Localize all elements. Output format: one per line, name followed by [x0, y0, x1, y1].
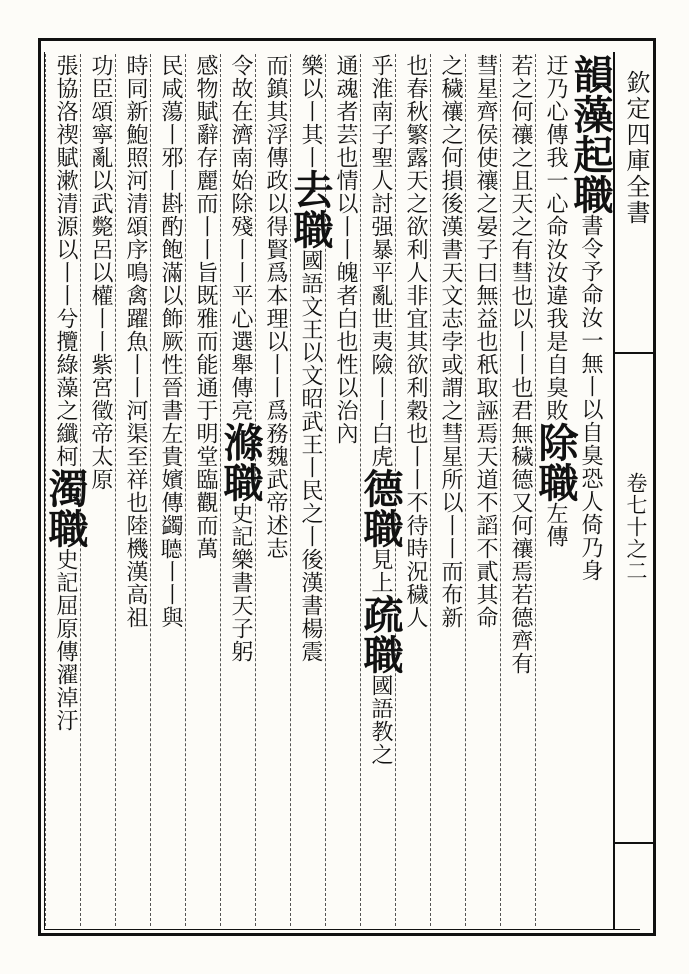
page-margin-column: [613, 52, 655, 930]
entry-text: 功臣頌寧亂以武斃呂以權丨丨紫宮徵帝太原: [88, 54, 113, 491]
text-column-9: [287, 54, 334, 926]
entry-text: 民咸蕩丨邪丨斟酌飽滿以飾厥性晉書左貴嬪傳蠲𦗟丨丨與: [158, 54, 183, 629]
entry-text: 樂以丨其丨: [298, 54, 323, 169]
text-column-4: [465, 54, 505, 926]
entry-heading: 滌職: [217, 422, 264, 502]
entry-text: 而鎮其浮傳政以得賢爲本理以丨丨爲務魏武帝述志: [263, 54, 288, 560]
entry-text: 迂乃心傳我一心命汝汝違我是自臭敗: [543, 54, 568, 422]
entry-heading: 濁職: [42, 468, 89, 548]
text-column-12: [185, 54, 225, 926]
text-column-2: [532, 54, 579, 926]
text-column-7: [357, 54, 404, 926]
entry-text: 彗星齊侯使禳之晏子曰無益也秖取誣焉天道不謟不貳其命: [473, 54, 498, 629]
book-title: 欽定四庫全書: [622, 70, 650, 226]
entry-heading: 疏職: [357, 594, 404, 674]
entry-text: 感物賦辭存麗而丨丨旨既雅而能通于明堂臨觀而萬: [193, 54, 218, 560]
entry-heading: 韻藻起職: [567, 54, 614, 214]
body-text: [42, 54, 614, 926]
entry-text: 齊有: [508, 629, 533, 675]
entry-text: 史記屈原傳濯淖汙: [53, 548, 78, 732]
entry-heading: 德職: [357, 468, 404, 548]
entry-text: 書令予命汝一無丨以自臭恐人倚乃身: [578, 214, 603, 582]
entry-text: 國語教之: [368, 674, 393, 766]
entry-text: 時同新鮑照河清頌序鳴禽躍魚丨丨河渠至祥也陸機漢高祖: [123, 54, 148, 629]
fish-tail-divider-top: [615, 352, 655, 374]
text-column-3: [500, 54, 540, 926]
entry-text: 也春秋繁露天之欲利人非宜其欲利穀也丨丨不待時況穢人: [403, 54, 428, 629]
entry-text: 令故在濟南始除殘丨丨平心選舉傳亮: [228, 54, 253, 422]
entry-text: 見上: [368, 548, 393, 594]
text-column-14: [115, 54, 155, 926]
entry-text: 左傳: [543, 502, 568, 548]
volume-label: 卷七十之二: [624, 472, 648, 582]
entry-text: 張協洛禊賦漱清源以丨丨兮攬綠藻之纖柯: [53, 54, 78, 468]
text-column-5: [430, 54, 470, 926]
entry-text: 若之何禳之且天之有彗也以丨丨也君無穢德又何禳焉若德: [508, 54, 533, 629]
entry-text: 國語文王以文昭武王丨民之丨後漢書楊震: [298, 249, 323, 663]
text-column-16: [42, 54, 89, 926]
entry-text: 通魂者芸也情以丨丨魄者白也性以治內: [333, 54, 358, 445]
fish-tail-divider-bottom: [615, 842, 655, 844]
entry-text: 乎淮南子聖人討强暴平亂世夷險丨丨白虎: [368, 54, 393, 468]
text-column-13: [150, 54, 190, 926]
text-column-11: [217, 54, 264, 926]
entry-heading: 除職: [532, 422, 579, 502]
entry-text: 之穢禳之何損後漢書天文志孛或謂之彗星所以丨丨而布新: [438, 54, 463, 629]
entry-text: 史記樂書天子躬: [228, 502, 253, 663]
entry-heading: 去職: [287, 169, 334, 249]
